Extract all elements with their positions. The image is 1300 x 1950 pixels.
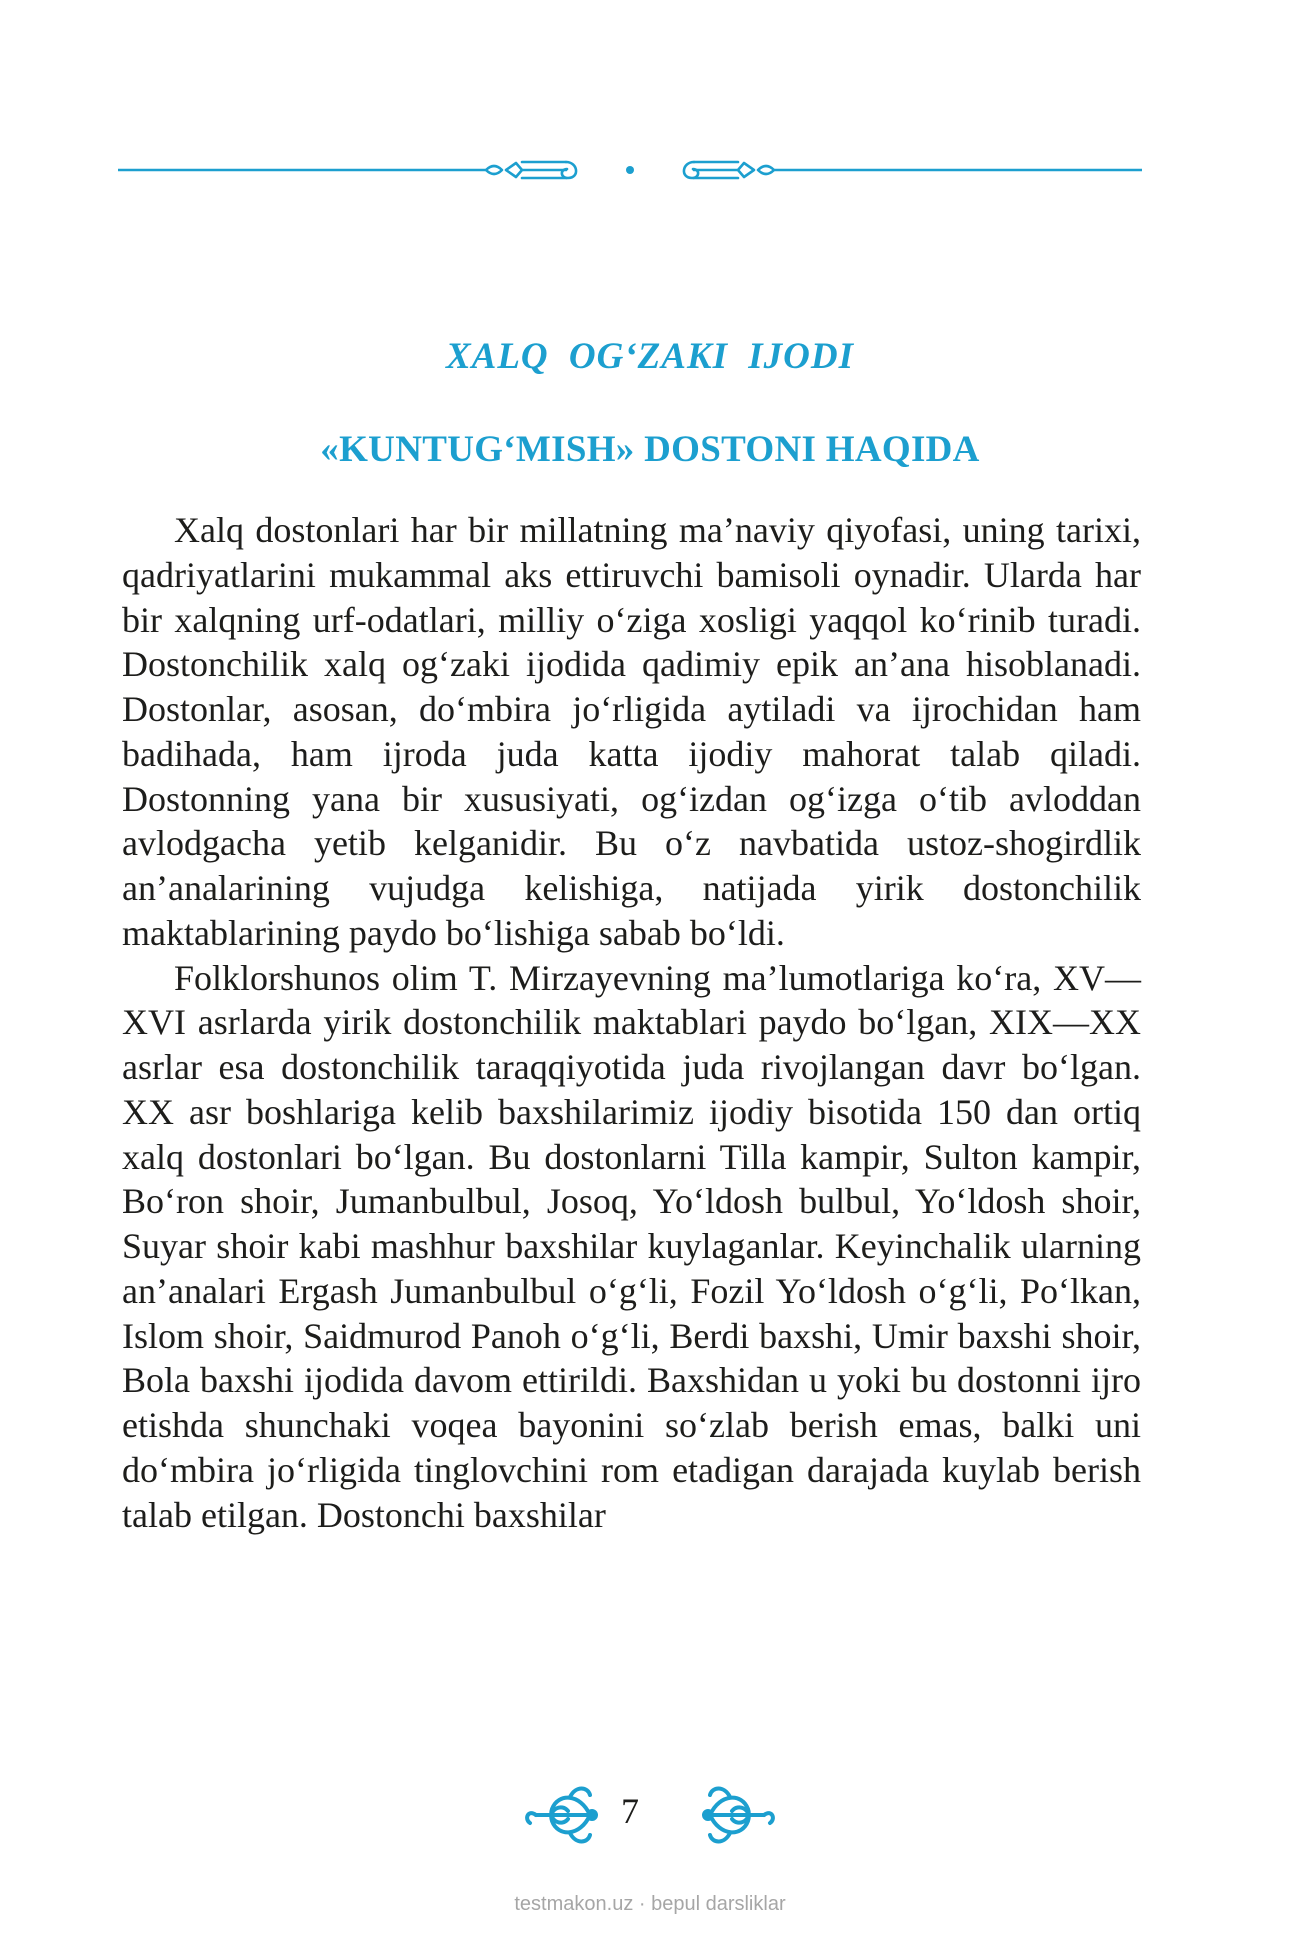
floral-ornament-icon [704,1789,773,1842]
ornamental-divider-icon [118,148,1142,192]
chapter-title: «KUNTUG‘MISH» DOSTONI HAQIDA [320,429,980,470]
floral-ornament-icon [527,1789,596,1842]
watermark: testmakon.uz · bepul darsliklar [514,1893,786,1915]
page-number: 7 [621,1791,639,1831]
body-text [122,508,1141,1537]
paragraph: Folklorshunos olim T. Mirzayevning ma’lumotlariga ko‘ra, XV—XVI asrlarda yirik dostonchilik maktablari paydo bo‘lgan, XIX—XX asrlar esa dostonchilik taraqqiyotida juda rivojlangan davr bo‘lgan. XX asr boshlariga kelib baxshilarimiz ijodiy bisotida 150 dan ortiq xalq dostonlari bo‘lgan. Bu dostonlarni Tilla kampir, Sulton kampir, Bo‘ron shoir, Jumanbulbul, Josoq, Yo‘ldosh bulbul, Yo‘ldosh shoir, Suyar shoir kabi mashhur baxshilar kuylaganlar. Keyinchalik ularning an’analari Ergash Jumanbulbul o‘g‘li, Fozil Yo‘ldosh o‘g‘li, Po‘lkan, Islom shoir, Saidmurod Panoh o‘g‘li, Berdi baxshi, Umir baxshi shoir, Bola baxshi ijodida davom ettirildi. Baxshidan u yoki bu dostonni ijro etishda shunchaki voqea bayonini so‘zlab berish emas, balki uni do‘mbira jo‘rligida tinglovchini rom etadigan darajada kuylab berish talab etilgan. Dostonchi baxshilar [122,957,1141,1535]
paragraph: Xalq dostonlari har bir millatning ma’naviy qiyofasi, uning tarixi, qadriyatlarini mukammal aks ettiruvchi bamisoli oynadir. Ularda har bir xalqning urf-odatlari, milliy o‘ziga xosligi yaqqol ko‘rinib turadi. Dostonchilik xalq og‘zaki ijodida qadimiy epik an’ana hisoblanadi. Dostonlar, asosan, do‘mbira jo‘rligida aytiladi va ijrochidan ham badihada, ham ijroda juda katta ijodiy mahorat talab qiladi. Dostonning yana bir xususiyati, og‘izdan og‘izga o‘tib avloddan avlodgacha yetib kelganidir. Bu o‘z navbatida ustoz-shogirdlik an’analarining vujudga kelishiga, natijada yirik dostonchilik maktablarining paydo bo‘lishiga sabab bo‘ldi. [122,510,1141,953]
section-heading: XALQ OG‘ZAKI IJODI [445,336,855,377]
